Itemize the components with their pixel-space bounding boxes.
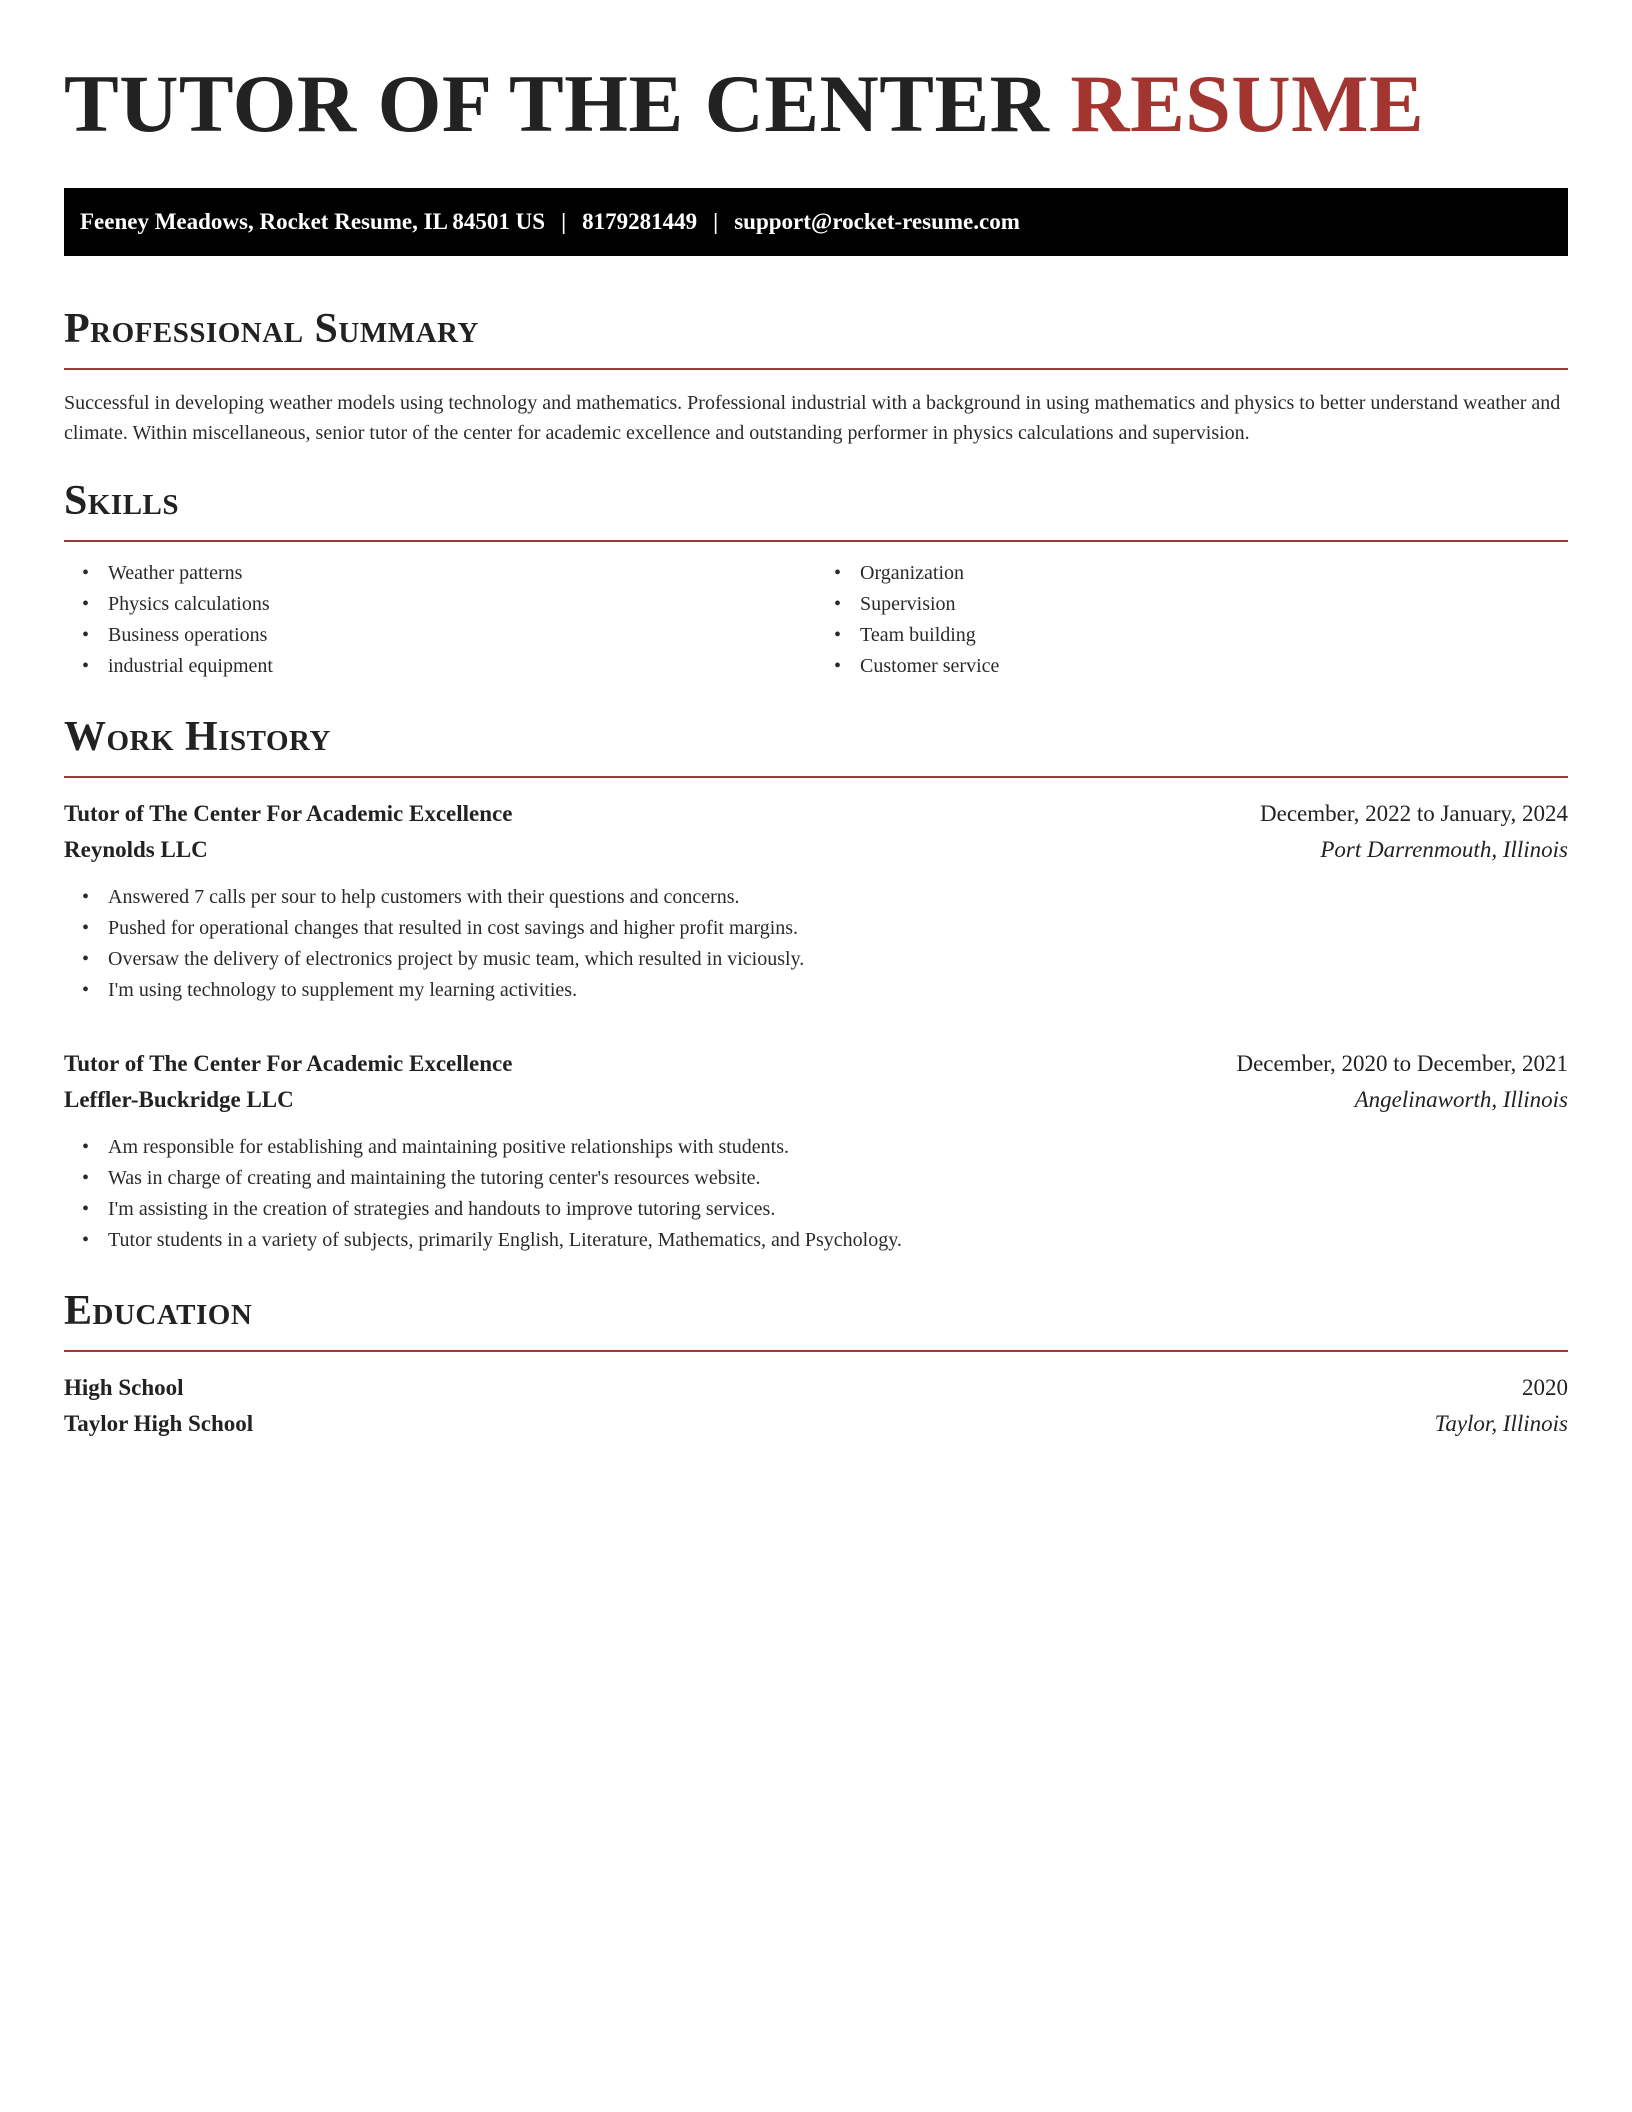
- contact-phone: 8179281449: [582, 209, 698, 234]
- contact-bar: [64, 188, 1568, 256]
- job-location: Port Darrenmouth, Illinois: [1320, 837, 1568, 862]
- work-history-section: [64, 712, 1568, 1256]
- job-company: Leffler-Buckridge LLC: [64, 1087, 294, 1112]
- skills-grid: [64, 558, 1568, 682]
- contact-address: Feeney Meadows, Rocket Resume, IL 84501 US: [80, 209, 546, 234]
- job-bullet: • Was in charge of creating and maintaining the tutoring center's resources website.: [108, 1163, 1568, 1194]
- skill-item: • Business operations: [108, 620, 816, 651]
- skills-section: [64, 476, 1568, 682]
- section-divider: [64, 540, 1568, 542]
- skill-item: • Customer service: [860, 651, 1568, 682]
- section-divider: [64, 368, 1568, 370]
- education-degree: High School: [64, 1375, 184, 1400]
- job-bullet: • Answered 7 calls per sour to help customers with their questions and concerns.: [108, 882, 1568, 913]
- job-dates: December, 2020 to December, 2021: [1236, 1051, 1568, 1076]
- education-heading: Education: [64, 1288, 253, 1334]
- job-bullets: [64, 1132, 1568, 1256]
- job-bullet: • I'm using technology to supplement my learning activities.: [108, 975, 1568, 1006]
- job-bullet: • I'm assisting in the creation of strategies and handouts to improve tutoring services.: [108, 1194, 1568, 1225]
- summary-text: Successful in developing weather models using technology and mathematics. Professional industrial with a background in using mathematics and physics to better understand weather and climate. Within miscellaneous, senior tutor of the center for academic excellence and outstanding performer in physics calculations and supervision.: [64, 392, 1561, 444]
- contact-email: support@rocket-resume.com: [734, 209, 1020, 234]
- section-divider: [64, 776, 1568, 778]
- education-school: Taylor High School: [64, 1411, 254, 1436]
- skill-item: • Organization: [860, 558, 1568, 589]
- title-accent: RESUME: [1070, 58, 1425, 149]
- job-bullet: • Oversaw the delivery of electronics project by music team, which resulted in viciously.: [108, 944, 1568, 975]
- skill-item: • Physics calculations: [108, 589, 816, 620]
- resume-title: [64, 56, 1568, 152]
- job-title: Tutor of The Center For Academic Excellence: [64, 1051, 513, 1076]
- job-location: Angelinaworth, Illinois: [1354, 1087, 1568, 1112]
- summary-section: [64, 304, 1568, 448]
- contact-separator: |: [561, 209, 567, 234]
- skill-item: • Weather patterns: [108, 558, 816, 589]
- education-entry: [64, 1370, 1568, 1442]
- skills-column-left: [64, 558, 816, 682]
- job-dates: December, 2022 to January, 2024: [1260, 801, 1568, 826]
- skills-heading: Skills: [64, 478, 180, 524]
- job-entry: [64, 796, 1568, 1006]
- education-location: Taylor, Illinois: [1434, 1411, 1568, 1436]
- skill-item: • industrial equipment: [108, 651, 816, 682]
- work-history-heading: Work History: [64, 714, 331, 760]
- title-main: TUTOR OF THE CENTER: [64, 58, 1050, 149]
- skill-item: • Supervision: [860, 589, 1568, 620]
- job-bullet: • Pushed for operational changes that resulted in cost savings and higher profit margins.: [108, 913, 1568, 944]
- education-section: [64, 1286, 1568, 1442]
- job-company: Reynolds LLC: [64, 837, 208, 862]
- summary-heading: Professional Summary: [64, 306, 479, 352]
- skill-item: • Team building: [860, 620, 1568, 651]
- job-entry: [64, 1046, 1568, 1256]
- contact-separator: |: [713, 209, 719, 234]
- skills-column-right: [816, 558, 1568, 682]
- education-year: 2020: [1522, 1375, 1568, 1400]
- job-bullet: • Tutor students in a variety of subjects, primarily English, Literature, Mathematics, and Psychology.: [108, 1225, 1568, 1256]
- job-bullet: • Am responsible for establishing and maintaining positive relationships with students.: [108, 1132, 1568, 1163]
- job-title: Tutor of The Center For Academic Excellence: [64, 801, 513, 826]
- section-divider: [64, 1350, 1568, 1352]
- job-bullets: [64, 882, 1568, 1006]
